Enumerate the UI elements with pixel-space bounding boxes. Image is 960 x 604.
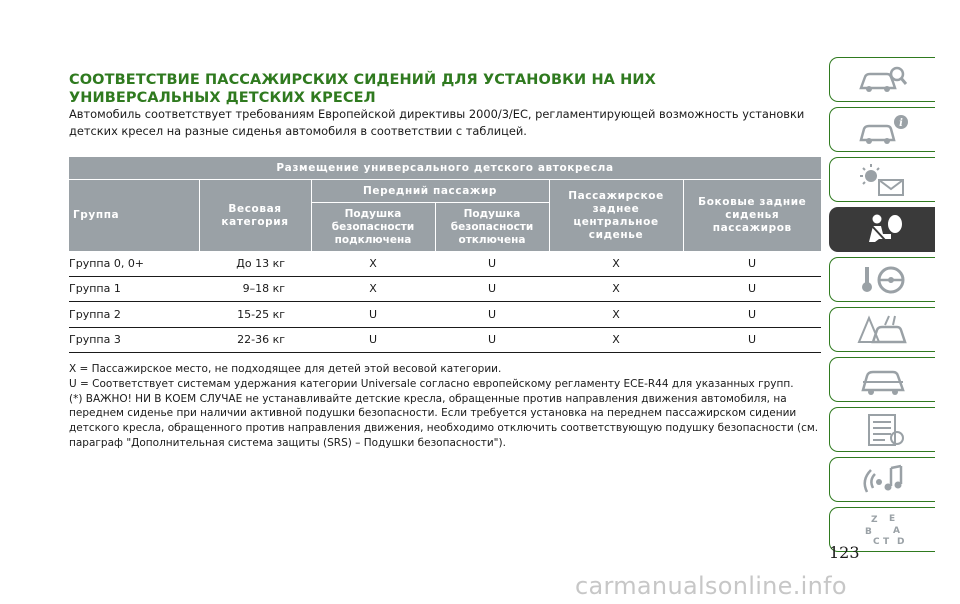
cell-rear-center: X — [549, 302, 683, 328]
car-service-icon — [855, 362, 911, 398]
cell-rear-side: U — [683, 302, 821, 328]
header-weight: Весовая категория — [199, 180, 311, 252]
table-main-header: Размещение универсального детского автокресла — [69, 157, 821, 180]
warning-lights-envelope-icon — [855, 162, 911, 198]
tab-car-info[interactable] — [829, 107, 935, 152]
cell-front-off: U — [435, 302, 549, 328]
table-notes — [69, 362, 824, 451]
seat-airbag-icon — [855, 212, 911, 248]
cell-front-on: X — [311, 276, 435, 302]
car-magnifier-icon — [855, 62, 911, 98]
section-title: СООТВЕТСТВИЕ ПАССАЖИРСКИХ СИДЕНИЙ ДЛЯ УСТАНОВКИ НА НИХ УНИВЕРСАЛЬНЫХ ДЕТСКИХ КРЕСЕЛ — [69, 72, 656, 106]
svg-text:i: i — [898, 117, 903, 129]
cell-rear-side: U — [683, 276, 821, 302]
watermark: carmanualsonline.info — [575, 572, 847, 600]
cell-rear-center: X — [549, 276, 683, 302]
cell-front-on: U — [311, 302, 435, 328]
header-rear-center: Пассажирское заднее центральное сиденье — [549, 180, 683, 252]
cell-group: Группа 1 — [69, 276, 199, 302]
cell-front-off: U — [435, 276, 549, 302]
child-seat-table — [69, 157, 821, 353]
tab-key-steering[interactable] — [829, 257, 935, 302]
cell-rear-center: X — [549, 327, 683, 353]
cell-front-off: U — [435, 251, 549, 276]
tab-car-service[interactable] — [829, 357, 935, 402]
chapter-tabs — [829, 57, 935, 552]
index-letter: E — [888, 513, 895, 524]
cell-weight: 9–18 кг — [199, 276, 311, 302]
cell-rear-side: U — [683, 251, 821, 276]
cell-weight: До 13 кг — [199, 251, 311, 276]
index-letter: C — [872, 536, 880, 547]
header-front-passenger: Передний пассажир — [311, 180, 549, 203]
cell-group: Группа 2 — [69, 302, 199, 328]
cell-front-on: U — [311, 327, 435, 353]
car-info-icon — [855, 112, 911, 148]
index-letter: D — [896, 536, 904, 547]
header-airbag-on: Подушка безопасности подключена — [311, 203, 435, 252]
cell-rear-center: X — [549, 251, 683, 276]
tab-seat-airbag[interactable] — [829, 207, 935, 252]
tab-car-magnifier[interactable] — [829, 57, 935, 102]
note-warning: (*) ВАЖНО! НИ В КОЕМ СЛУЧАЕ не устанавливайте детские кресла, обращенные против направления движения автомобиля, на переднем сиденье при наличии активной подушки безопасности. Если требуется установка на переднем пассажирском сидении детского кресла, обращенного против направления движения, необходимо отключить соответствующую подушку безопасности (см. параграф "Дополнительная система защиты (SRS) – Подушки безопасности"). — [69, 392, 819, 449]
cell-rear-side: U — [683, 327, 821, 353]
index-letter: Z — [870, 514, 878, 525]
header-rear-side: Боковые задние сиденья пассажиров — [683, 180, 821, 252]
page-number: 123 — [829, 543, 860, 562]
tab-specifications[interactable] — [829, 407, 935, 452]
note-u: U = Соответствует системам удержания категории Universale согласно европейскому регламенту ECE-R44 для указанных групп. — [69, 377, 794, 390]
cell-front-off: U — [435, 327, 549, 353]
cell-group: Группа 0, 0+ — [69, 251, 199, 276]
multimedia-icon — [855, 462, 911, 498]
car-warning-triangle-icon — [855, 312, 911, 348]
index-letter: A — [892, 525, 900, 536]
tab-warning-lights[interactable] — [829, 157, 935, 202]
table-row — [69, 302, 821, 328]
key-steering-wheel-icon — [855, 262, 911, 298]
note-x: X = Пассажирское место, не подходящее для детей этой весовой категории. — [69, 363, 502, 375]
cell-group: Группа 3 — [69, 327, 199, 353]
tab-multimedia[interactable] — [829, 457, 935, 502]
cell-weight: 15-25 кг — [199, 302, 311, 328]
header-group: Группа — [69, 180, 199, 252]
index-letters-icon — [855, 512, 911, 548]
table-row — [69, 327, 821, 353]
index-letter: B — [864, 526, 872, 537]
header-airbag-off: Подушка безопасности отключена — [435, 203, 549, 252]
specifications-list-icon — [855, 412, 911, 448]
index-letter: T — [882, 536, 889, 547]
intro-paragraph: Автомобиль соответствует требованиям Европейской директивы 2000/3/ЕС, регламентирующей возможность установки детских кресел на разные сиденья автомобиля в соответствии с таблицей. — [69, 107, 805, 138]
table-row — [69, 251, 821, 276]
cell-weight: 22-36 кг — [199, 327, 311, 353]
table-row — [69, 276, 821, 302]
tab-car-warning[interactable] — [829, 307, 935, 352]
cell-front-on: X — [311, 251, 435, 276]
